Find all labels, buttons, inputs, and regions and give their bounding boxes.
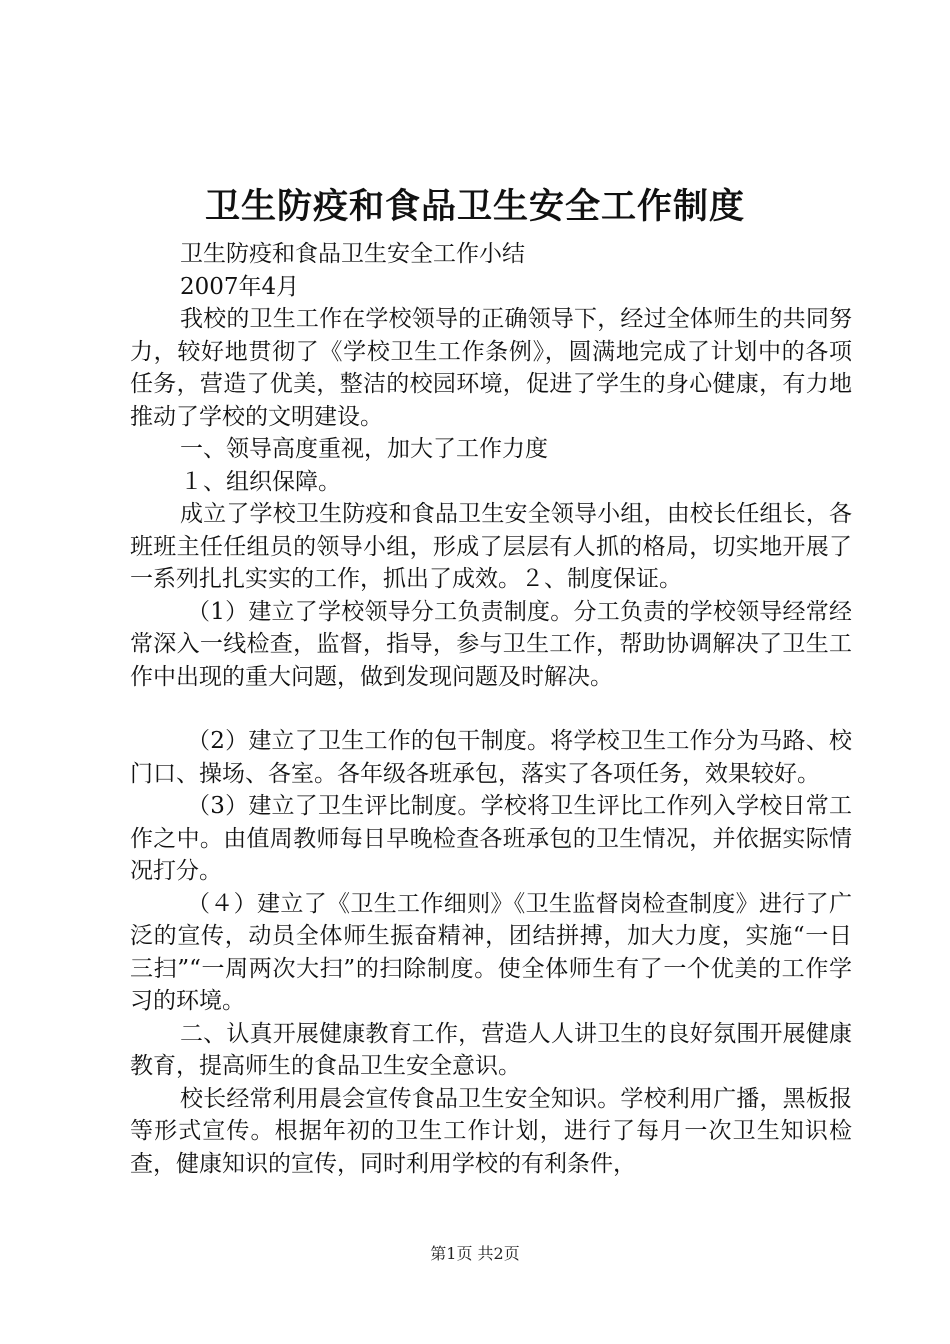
section-heading-2: 二、认真开展健康教育工作，营造人人讲卫生的良好氛围开展健康教育，提高师生的食品卫生安全意识。: [130, 1020, 852, 1079]
intro-paragraph: 我校的卫生工作在学校领导的正确领导下，经过全体师生的共同努力，较好地贯彻了《学校卫生工作条例》，圆满地完成了计划中的各项任务，营造了优美，整洁的校园环境，促进了学生的身心健康，有力地推动了学校的文明建设。: [130, 306, 852, 430]
subtitle-paragraph: 卫生防疫和食品卫生安全工作小结: [180, 241, 525, 267]
body-paragraph: （1）建立了学校领导分工负责制度。分工负责的学校领导经常经常深入一线检查，监督，指导，参与卫生工作，帮助协调解决了卫生工作中出现的重大问题，做到发现问题及时解决。: [130, 598, 852, 690]
page-footer: 第1页 共2页: [430, 1244, 520, 1263]
section-heading-1: 一、领导高度重视，加大了工作力度: [180, 436, 548, 462]
body-paragraph: （４）建立了《卫生工作细则》《卫生监督岗检查制度》进行了广泛的宣传，动员全体师生振奋精神，团结拼搏，加大力度，实施“一日三扫”“一周两次大扫”的扫除制度。使全体师生有了一个优美的工作学习的环境。: [130, 890, 852, 1014]
body-paragraph: 校长经常利用晨会宣传食品卫生安全知识。学校利用广播，黑板报等形式宣传。根据年初的卫生工作计划，进行了每月一次卫生知识检查，健康知识的宣传，同时利用学校的有利条件，: [130, 1085, 852, 1177]
body-paragraph: 成立了学校卫生防疫和食品卫生安全领导小组，由校长任组长，各班班主任任组员的领导小组，形成了层层有人抓的格局，切实地开展了一系列扎扎实实的工作，抓出了成效。２、制度保证。: [130, 501, 852, 592]
body-paragraph: （2）建立了卫生工作的包干制度。将学校卫生工作分为马路、校门口、操场、各室。各年级各班承包，落实了各项任务，效果较好。: [130, 728, 852, 787]
subsection-heading-1: １、组织保障。: [180, 468, 341, 495]
document-title: 卫生防疫和食品卫生安全工作制度: [204, 186, 745, 227]
document-body: [130, 238, 852, 1180]
body-paragraph: （3）建立了卫生评比制度。学校将卫生评比工作列入学校日常工作之中。由值周教师每日早晚检查各班承包的卫生情况，并依据实际情况打分。: [130, 793, 852, 884]
paragraph-spacer: [130, 693, 852, 725]
date-paragraph: 2007年4月: [180, 273, 300, 300]
